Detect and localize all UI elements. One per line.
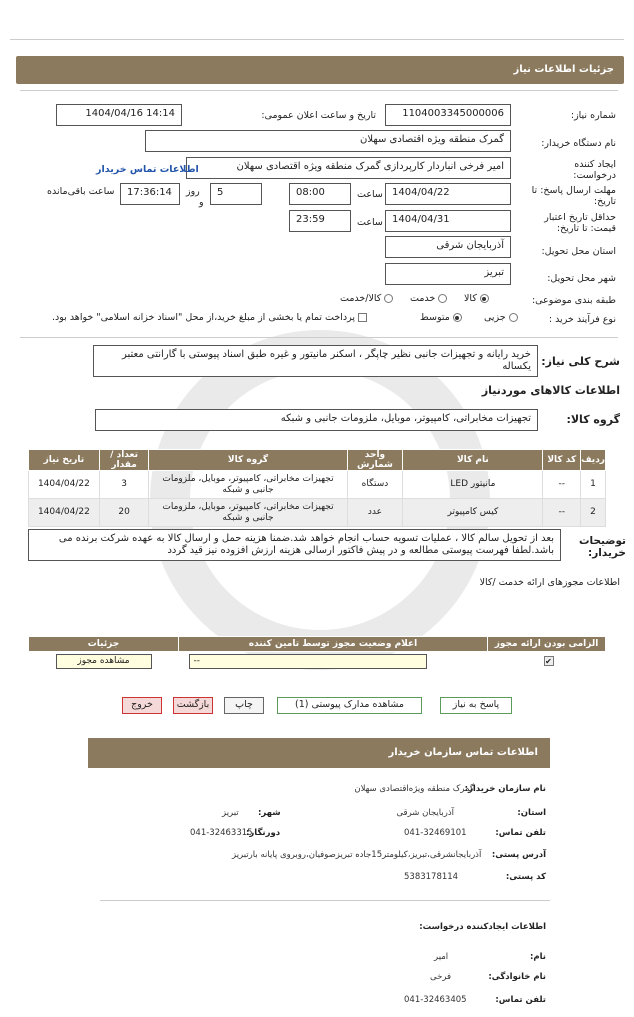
summary-text: خرید رایانه و تجهیزات جانبی نظیر چاپگر ، اسکنر مانیتور و غیره طبق اسناد پیوستی با گارانتی معتبر یکساله	[93, 345, 538, 377]
col-row: ردیف	[581, 450, 606, 471]
proc-medium-text: متوسط	[420, 312, 450, 323]
cat-goods-text: کالا	[464, 293, 477, 304]
col-status: اعلام وضعیت مجوز توسط تامین کننده	[179, 637, 488, 652]
details-cell	[29, 652, 179, 672]
items-table	[28, 449, 606, 527]
creator-phone-value: 041-32463405	[404, 995, 467, 1005]
cat-goods-radio[interactable]	[480, 294, 489, 303]
cell-name: مانیتور LED	[403, 471, 543, 499]
remaining-label: ساعت باقی‌مانده	[47, 186, 115, 197]
category-label: طبقه بندی موضوعی:	[531, 295, 616, 306]
goods-info-title: اطلاعات کالاهای موردنیاز	[481, 384, 620, 397]
contact-divider	[100, 900, 550, 901]
cell-date: 1404/04/22	[29, 471, 100, 499]
phone-value: 041-32469101	[404, 828, 467, 838]
cell-row: 2	[581, 499, 606, 527]
proc-partial-radio[interactable]	[509, 313, 518, 322]
city-label: شهر محل تحویل:	[547, 273, 616, 284]
license-table-header	[29, 637, 606, 652]
exit-button[interactable]: خروج	[122, 697, 162, 714]
family-value: فرخی	[430, 972, 452, 982]
treasury-checkbox[interactable]	[358, 313, 367, 322]
process-label: نوع فرآیند خرید :	[548, 314, 616, 325]
phone-label: تلفن تماس:	[495, 828, 546, 838]
goods-group-field: تجهیزات مخابراتی، کامپیوتر، موبایل، ملزومات جانبی و شبکه	[95, 409, 538, 431]
cell-row: 1	[581, 471, 606, 499]
required-cell	[488, 652, 606, 672]
address-value: آذربایجانشرقی،تبریز،کیلومتر15جاده تبریزصوفیان،روبروی پایانه بارتبریز	[232, 850, 482, 860]
cell-qty: 3	[99, 471, 149, 499]
days-remaining-field: 5	[210, 183, 262, 205]
cell-qty: 20	[99, 499, 149, 527]
announce-label: تاریخ و ساعت اعلان عمومی:	[261, 110, 376, 121]
print-button[interactable]: چاپ	[224, 697, 264, 714]
cell-unit: عدد	[347, 499, 403, 527]
family-label: نام خانوادگی:	[488, 972, 546, 982]
city-contact-value: تبریز	[222, 808, 239, 818]
col-qty: تعداد / مقدار	[99, 450, 149, 471]
proc-medium-option[interactable]	[420, 312, 462, 323]
goods-group-label: گروه کالا:	[566, 413, 620, 426]
validity-date-field: 1404/04/31	[385, 210, 511, 232]
deadline-time-field: 08:00	[289, 183, 351, 205]
province-contact-label: استان:	[517, 808, 546, 818]
col-group: گروه کالا	[149, 450, 347, 471]
cell-date: 1404/04/22	[29, 499, 100, 527]
cat-service-radio[interactable]	[438, 294, 447, 303]
treasury-text: پرداخت تمام یا بخشی از مبلغ خرید،از محل "اسناد خزانه اسلامی" خواهد بود.	[52, 312, 355, 323]
view-license-button[interactable]: مشاهده مجوز	[56, 654, 152, 669]
validity-label: حداقل تاریخ اعتبار قیمت: تا تاریخ:	[544, 212, 616, 234]
city-field: تبریز	[385, 263, 511, 285]
need-number-field: 1104003345000006	[385, 104, 511, 126]
license-table	[28, 636, 606, 672]
reply-button[interactable]: پاسخ به نیاز	[440, 697, 512, 714]
need-number-label: شماره نیاز:	[570, 110, 616, 121]
province-label: استان محل تحویل:	[541, 246, 616, 257]
cat-both-text: کالا/خدمت	[340, 293, 382, 304]
name-value: امیر	[434, 952, 449, 962]
contact-header: اطلاعات تماس سازمان خریدار	[88, 738, 550, 768]
table-row	[29, 652, 606, 672]
treasury-option[interactable]	[52, 312, 367, 323]
buyer-label: نام دستگاه خریدار:	[541, 138, 616, 149]
col-date: تاریخ نیاز	[29, 450, 100, 471]
col-unit: واحد شمارش	[347, 450, 403, 471]
org-label: نام سازمان خریدار:	[464, 784, 546, 794]
cat-both-option[interactable]	[340, 293, 393, 304]
buyer-notes-text: بعد از تحویل سالم کالا ، عملیات تسویه حساب انجام خواهد شد.ضمنا هزینه حمل و ارسال کالا به عهده شرکت برنده می باشد.لطفا فهرست پیوستی مطالعه و در پیش فاکتور ارسالی هزینه ارزش افزوده نیز قید گردد	[28, 529, 561, 561]
cell-name: کیس کامپیوتر	[403, 499, 543, 527]
buyer-notes-label: توضیحات خریدار:	[578, 535, 626, 559]
deadline-time-word: ساعت	[357, 189, 383, 200]
deadline-date-field: 1404/04/22	[385, 183, 511, 205]
and-word: و	[199, 197, 204, 208]
fax-value: 041-32463315	[190, 828, 253, 838]
address-label: آدرس پستی:	[491, 850, 546, 860]
deadline-label: مهلت ارسال پاسخ: تا تاریخ:	[531, 185, 616, 207]
postal-label: کد پستی:	[505, 872, 546, 882]
proc-medium-radio[interactable]	[453, 313, 462, 322]
validity-time-word: ساعت	[357, 217, 383, 228]
license-status-field: --	[189, 654, 427, 669]
validity-time-field: 23:59	[289, 210, 351, 232]
creator-phone-label: تلفن تماس:	[495, 995, 546, 1005]
back-button[interactable]: بازگشت	[173, 697, 213, 714]
cell-group: تجهیزات مخابراتی، کامپیوتر، موبایل، ملزومات جانبی و شبکه	[149, 471, 347, 499]
summary-label: شرح کلی نیاز:	[541, 355, 620, 368]
items-table-header	[29, 450, 606, 471]
postal-value: 5383178114	[404, 872, 459, 882]
required-checkbox: ✔	[545, 657, 552, 666]
org-value: گمرک منطقه ویژه‌اقتصادی سهلان	[354, 784, 474, 794]
col-name: نام کالا	[403, 450, 543, 471]
fax-label: دورنگار:	[246, 828, 281, 838]
city-contact-label: شهر:	[258, 808, 281, 818]
buyer-contact-link[interactable]: اطلاعات تماس خریدار	[96, 164, 199, 175]
announce-field: 1404/04/16 14:14	[56, 104, 182, 126]
cell-code: --	[543, 499, 581, 527]
cat-both-radio[interactable]	[384, 294, 393, 303]
province-contact-value: آذربایجان شرقی	[396, 808, 454, 818]
creator-info-title: اطلاعات ایجادکننده درخواست:	[419, 922, 546, 932]
cat-service-option[interactable]	[410, 293, 447, 304]
cat-service-text: خدمت	[410, 293, 436, 304]
remaining-time-field: 17:36:14	[120, 183, 180, 205]
page-header: جزئیات اطلاعات نیاز	[16, 56, 624, 84]
cell-code: --	[543, 471, 581, 499]
proc-partial-text: جزیی	[484, 312, 506, 323]
creator-field: امیر فرخی انباردار کارپردازی گمرک منطقه ویژه اقتصادی سهلان	[186, 157, 511, 179]
col-details: جزئیات	[29, 637, 179, 652]
province-field: آذربایجان شرقی	[385, 236, 511, 258]
days-word: روز	[186, 186, 200, 197]
view-docs-button[interactable]: مشاهده مدارک پیوستی (1)	[277, 697, 422, 714]
col-code: کد کالا	[543, 450, 581, 471]
cell-group: تجهیزات مخابراتی، کامپیوتر، موبایل، ملزومات جانبی و شبکه	[149, 499, 347, 527]
cat-goods-option[interactable]	[464, 293, 489, 304]
table-row	[29, 471, 606, 499]
table-row	[29, 499, 606, 527]
buyer-field: گمرک منطقه ویژه اقتصادی سهلان	[145, 130, 511, 152]
col-required: الزامی بودن ارائه مجوز	[488, 637, 606, 652]
status-cell	[179, 652, 488, 672]
creator-label: ایجاد کننده درخواست:	[573, 159, 616, 181]
top-divider	[10, 39, 624, 40]
license-title: اطلاعات مجوزهای ارائه خدمت /کالا	[479, 577, 620, 588]
cell-unit: دستگاه	[347, 471, 403, 499]
proc-partial-option[interactable]	[484, 312, 518, 323]
name-label: نام:	[529, 952, 546, 962]
